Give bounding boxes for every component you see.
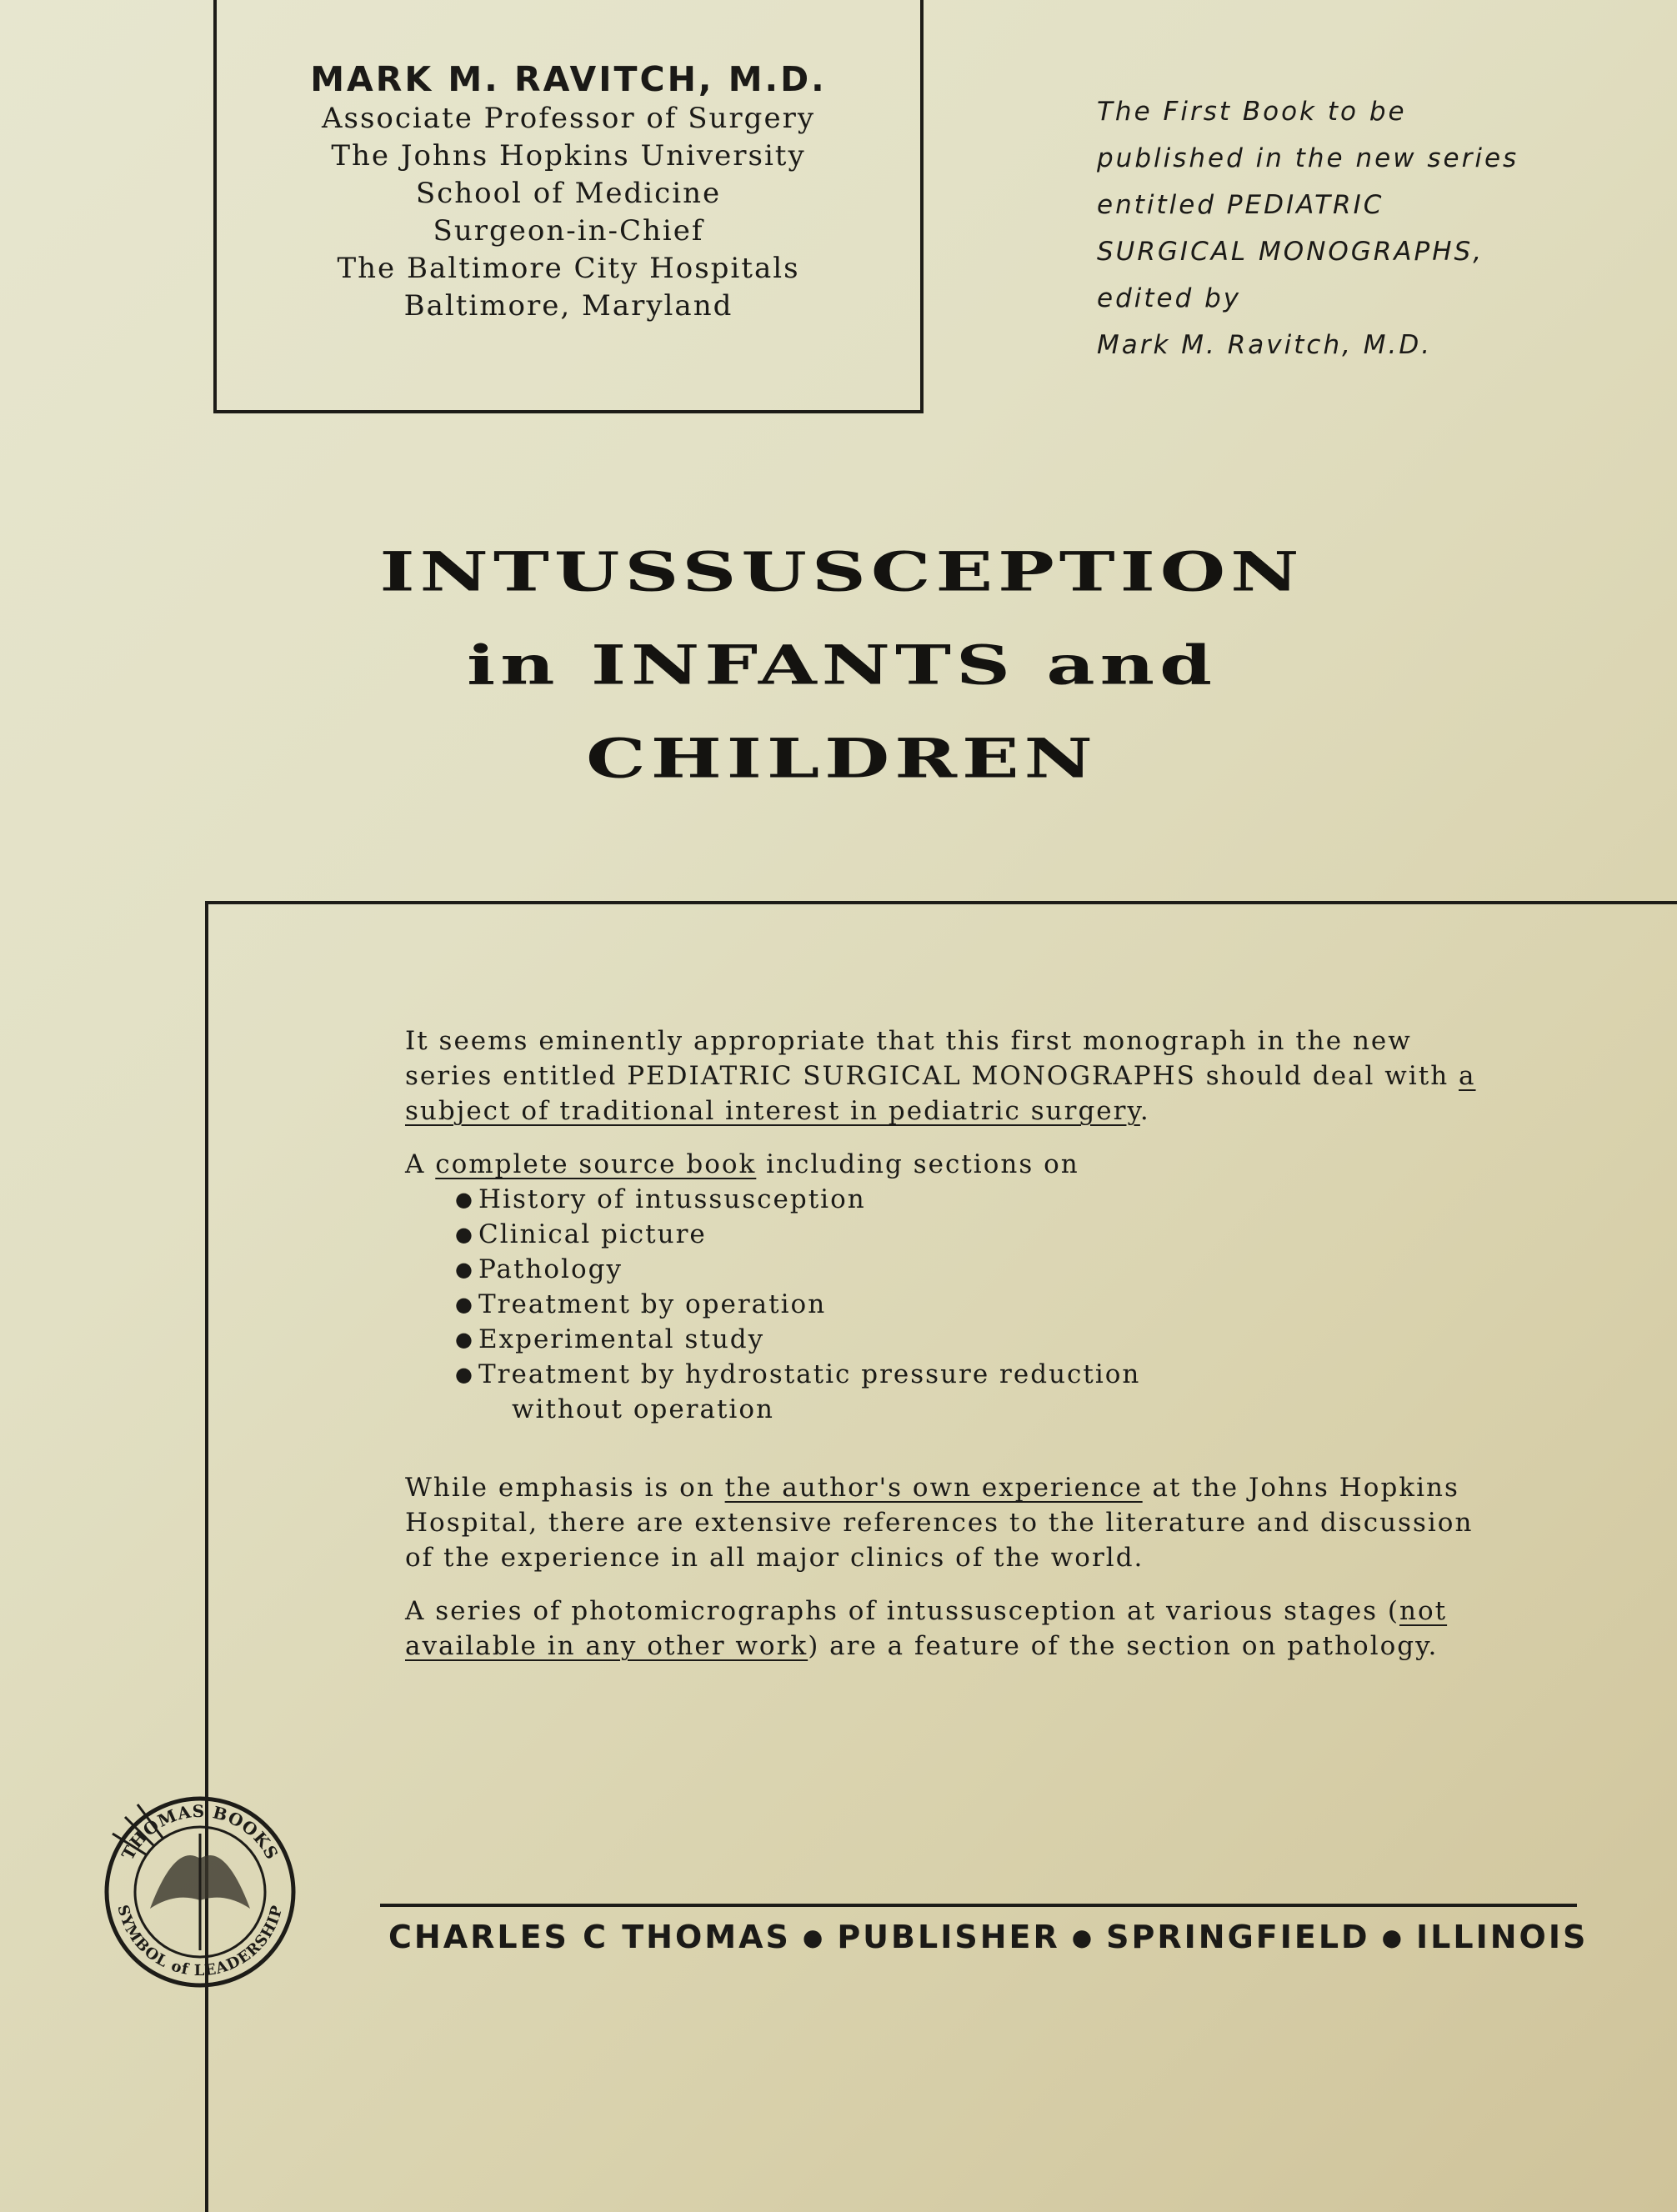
features-intro (405, 1147, 1489, 1182)
frame-top-rule (205, 901, 1677, 904)
series-note-line: SURGICAL MONOGRAPHS, (1097, 237, 1484, 267)
separator-dot: ● (1381, 1924, 1405, 1951)
title-line: in INFANTS and (466, 633, 1218, 698)
underlined-phrase: complete source book (435, 1149, 757, 1179)
series-note-line: Mark M. Ravitch, M.D. (1097, 330, 1433, 360)
paragraph-text: It seems eminently appropriate that this first monograph in the new series entitled PEDIATRIC SURGICAL MONOGRAPHS should deal with (405, 1026, 1459, 1091)
publisher-name: CHARLES C THOMAS (388, 1919, 791, 1955)
publisher-line (388, 1919, 1589, 1955)
author-title-line: Surgeon-in-Chief (433, 214, 704, 248)
series-note-line: The First Book to be (1097, 97, 1407, 127)
separator-dot: ● (802, 1924, 826, 1951)
list-item: ● Clinical picture (455, 1217, 1489, 1252)
series-note-line: edited by (1097, 283, 1242, 313)
underlined-phrase: not available in any other work (405, 1596, 1448, 1661)
author-title-line: Baltimore, Maryland (403, 289, 733, 323)
publisher-city: SPRINGFIELD (1106, 1919, 1370, 1955)
paragraph-text: A series of photomicrographs of intussusception at various stages ( (405, 1596, 1399, 1626)
paragraph-text: including sections on (756, 1149, 1079, 1179)
description-paragraph (405, 1594, 1489, 1664)
publisher-seal-icon (92, 1784, 308, 2000)
author-name: MARK M. RAVITCH, M.D. (310, 59, 827, 99)
paragraph-text: . (1139, 1096, 1150, 1126)
features-block (405, 1147, 1489, 1427)
publisher-state: ILLINOIS (1416, 1919, 1589, 1955)
author-title-line: The Johns Hopkins University (331, 139, 806, 173)
author-title-line: The Baltimore City Hospitals (337, 252, 800, 285)
feature-list (405, 1182, 1489, 1427)
author-title-line: School of Medicine (415, 177, 722, 210)
list-item-continuation: without operation (512, 1394, 774, 1424)
frame-left-rule (205, 901, 208, 2212)
author-box (213, 0, 924, 413)
paragraph-text: at the Johns Hopkins Hospital, there are extensive references to the literature and discussion of the experience in all major clinics of the world. (405, 1473, 1474, 1573)
title-line: CHILDREN (586, 726, 1098, 791)
svg-text:SYMBOL of LEADERSHIP: SYMBOL of LEADERSHIP (113, 1903, 287, 1980)
svg-text:THOMAS BOOKS: THOMAS BOOKS (118, 1800, 283, 1864)
description-paragraph (405, 1023, 1489, 1129)
author-title-line: Associate Professor of Surgery (321, 102, 816, 135)
description-paragraph (405, 1470, 1489, 1575)
list-item: ● Experimental study (455, 1322, 1489, 1357)
list-item: ● Pathology (455, 1252, 1489, 1287)
series-note-line: published in the new series (1097, 143, 1519, 173)
book-title (167, 525, 1517, 805)
paragraph-text: ) are a feature of the section on pathology. (808, 1631, 1439, 1661)
list-item: ● Treatment by hydrostatic pressure reduction (455, 1357, 1489, 1392)
paragraph-text: A (405, 1149, 436, 1179)
list-item: ● Treatment by operation (455, 1287, 1489, 1322)
underlined-phrase: the author's own experience (724, 1473, 1143, 1503)
publisher-rule (380, 1904, 1577, 1907)
paragraph-text: While emphasis is on (405, 1473, 725, 1503)
publisher-label: PUBLISHER (837, 1919, 1060, 1955)
description-body (405, 1023, 1489, 1682)
list-item: ● History of intussusception (455, 1182, 1489, 1217)
underlined-phrase: a subject of traditional interest in pediatric surgery (405, 1061, 1476, 1126)
series-note-line: entitled PEDIATRIC (1097, 190, 1384, 220)
separator-dot: ● (1071, 1924, 1095, 1951)
series-note (1097, 88, 1564, 368)
title-line: INTUSSUSCEPTION (379, 539, 1304, 604)
